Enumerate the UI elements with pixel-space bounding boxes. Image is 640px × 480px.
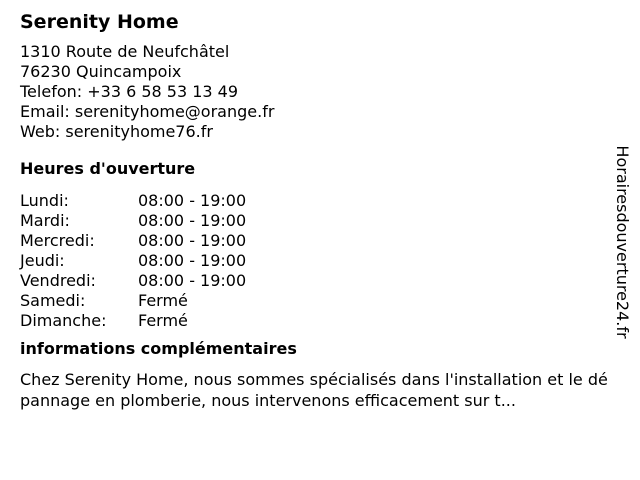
address-line-2: 76230 Quincampoix <box>20 62 182 81</box>
phone-line: Telefon: +33 6 58 53 13 49 <box>20 82 239 101</box>
hours-row-thursday <box>20 251 616 271</box>
info-title: informations complémentaires <box>20 339 297 358</box>
hours-row-tuesday <box>20 211 616 231</box>
time-value: 08:00 - 19:00 <box>138 231 247 250</box>
hours-row-wednesday <box>20 231 616 251</box>
watermark-text: Horairesdouverture24.fr <box>613 145 632 339</box>
hours-row-sunday <box>20 311 616 331</box>
day-label: Lundi: <box>20 191 69 210</box>
day-label: Jeudi: <box>20 251 65 270</box>
address-line-1: 1310 Route de Neufchâtel <box>20 42 230 61</box>
day-label: Vendredi: <box>20 271 96 290</box>
time-value: 08:00 - 19:00 <box>138 211 247 230</box>
business-card <box>20 10 616 411</box>
day-label: Mercredi: <box>20 231 95 250</box>
hours-row-monday <box>20 191 616 211</box>
hours-table <box>20 191 616 331</box>
time-value: 08:00 - 19:00 <box>138 271 247 290</box>
email-line: Email: serenityhome@orange.fr <box>20 102 275 121</box>
info-description: Chez Serenity Home, nous sommes spécialisés dans l'installation et le dépannage en plomberie, nous intervenons efficacement sur t... <box>20 370 608 410</box>
day-label: Dimanche: <box>20 311 107 330</box>
hours-row-friday <box>20 271 616 291</box>
time-value: 08:00 - 19:00 <box>138 251 247 270</box>
hours-row-saturday <box>20 291 616 311</box>
business-name: Serenity Home <box>20 11 179 33</box>
time-value: 08:00 - 19:00 <box>138 191 247 210</box>
day-label: Mardi: <box>20 211 70 230</box>
web-line: Web: serenityhome76.fr <box>20 122 213 141</box>
time-value: Fermé <box>138 291 188 310</box>
day-label: Samedi: <box>20 291 86 310</box>
hours-title: Heures d'ouverture <box>20 159 196 178</box>
time-value: Fermé <box>138 311 188 330</box>
